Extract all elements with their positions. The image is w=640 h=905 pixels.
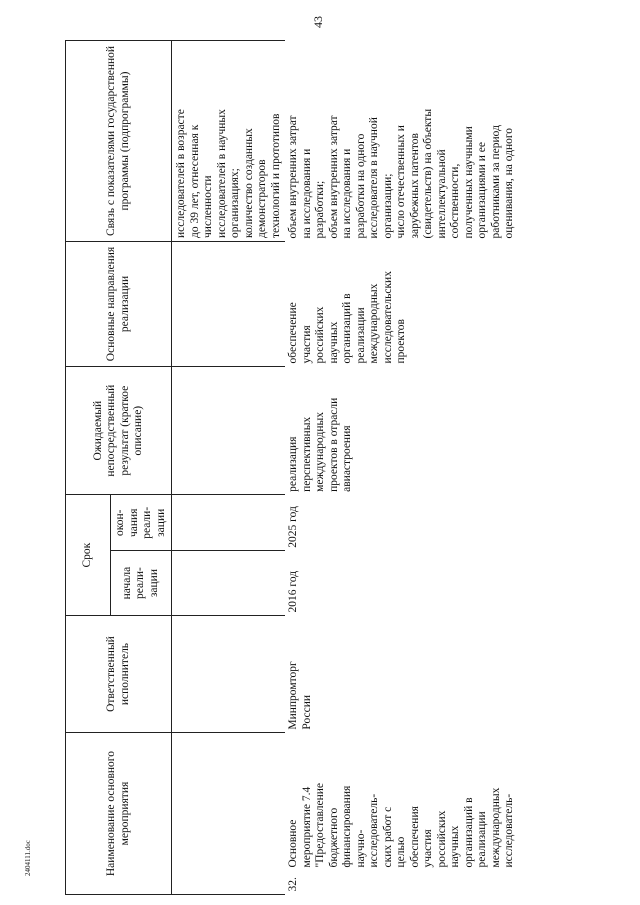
- text-line: российских: [314, 306, 326, 364]
- text-line: обеспечение: [287, 302, 299, 364]
- text-line: научно-: [354, 829, 367, 868]
- text-line: перспективных: [300, 416, 313, 492]
- text-line: проектов: [395, 319, 407, 364]
- text-line: "Предоставление: [314, 783, 326, 868]
- header-executor: Ответственный исполнитель: [66, 615, 172, 732]
- text-line: бюджетного: [327, 807, 340, 868]
- header-term: Срок: [66, 495, 111, 616]
- text-line: проектов в отрасли: [327, 397, 340, 492]
- text-line: научных: [327, 321, 340, 364]
- header-end: окон-чания реали-зации: [111, 495, 172, 551]
- text-line: исследовательских: [381, 271, 394, 364]
- text-line: объем внутренних затрат: [327, 115, 340, 239]
- text-line: число отечественных и: [395, 125, 407, 239]
- text-line: зарубежных патентов: [408, 133, 421, 239]
- text-line: на исследования и: [341, 148, 353, 239]
- header-result: Ожидаемый непосредственный результат (краткое описание): [66, 367, 172, 495]
- page-number: 43: [311, 16, 325, 28]
- text-line: научных: [449, 825, 461, 868]
- text-line: российских: [435, 810, 448, 868]
- text-line: исследователь-: [368, 793, 380, 868]
- text-line: участия: [422, 829, 434, 868]
- text-line: организации;: [381, 173, 394, 239]
- continuation-row: [172, 41, 286, 895]
- text-line: работниками за период: [489, 125, 502, 239]
- landscape-content: [65, 40, 585, 895]
- measures-table: [65, 40, 519, 895]
- text-line: целью: [395, 836, 407, 868]
- text-line: Минпромторг: [287, 661, 299, 730]
- rotated-table-frame: [65, 40, 585, 895]
- text-line: международных: [314, 412, 326, 492]
- text-line: обеспечения: [408, 806, 421, 868]
- row-name-cell: [285, 733, 519, 895]
- row-end-cell: 2025 год: [287, 506, 299, 548]
- text-line: участия: [300, 325, 313, 364]
- text-line: исследователей в научных: [215, 109, 228, 238]
- continuation-link-cell: [172, 41, 286, 242]
- text-line: организациями и ее: [476, 142, 488, 239]
- row-result-cell: [285, 367, 519, 495]
- text-line: реализации: [476, 811, 488, 868]
- file-name-footer: 2404111.doc: [24, 840, 32, 876]
- header-start: начала реали-зации: [111, 551, 172, 616]
- text-line: (свидетельств) на объекты: [422, 108, 434, 239]
- text-line: объем внутренних затрат: [287, 115, 299, 239]
- text-line: ских работ с: [381, 806, 394, 868]
- text-line: исследователь-: [503, 793, 515, 868]
- text-line: численности: [202, 175, 214, 238]
- row-start-cell: 2016 год: [287, 570, 299, 613]
- text-line: реализация: [287, 436, 299, 492]
- header-directions: Основные направления реализации: [66, 241, 172, 366]
- text-line: исследователей в возрасте: [175, 109, 187, 238]
- text-line: собственности,: [449, 163, 461, 239]
- text-line: международных: [489, 787, 502, 868]
- text-line: реализации: [354, 307, 367, 364]
- text-line: разработки на одного: [354, 133, 367, 239]
- text-line: на исследования и: [300, 148, 313, 239]
- table-row: [285, 41, 519, 895]
- header-link: Связь с показателями государственной программы (подпрограммы): [66, 41, 172, 242]
- row-number: 32.: [287, 877, 299, 892]
- text-line: Основное: [287, 819, 299, 868]
- row-directions-cell: [285, 241, 519, 366]
- text-line: исследователя в научной: [368, 117, 380, 239]
- text-line: демонстраторов: [256, 159, 268, 238]
- text-line: авиастроения: [341, 425, 353, 492]
- text-line: интеллектуальной: [435, 149, 448, 239]
- text-line: количество созданных: [242, 128, 255, 238]
- text-line: разработки;: [314, 180, 326, 239]
- row-executor-cell: [285, 615, 519, 732]
- text-line: полученных научными: [462, 126, 475, 239]
- text-line: финансирования: [341, 785, 353, 868]
- text-line: России: [300, 694, 313, 730]
- text-line: организаций в: [341, 293, 353, 364]
- text-line: до 39 лет, отнесенная к: [188, 124, 201, 238]
- text-line: международных: [368, 283, 380, 364]
- text-line: организаций в: [462, 797, 475, 868]
- text-line: мероприятие 7.4: [300, 786, 313, 868]
- text-line: оценивания, на одного: [503, 127, 515, 239]
- text-line: организациях;: [229, 168, 241, 238]
- text-line: технологий и прототипов: [269, 113, 282, 238]
- row-link-cell: [285, 41, 519, 242]
- header-name: Наименование основного мероприятия: [66, 733, 172, 895]
